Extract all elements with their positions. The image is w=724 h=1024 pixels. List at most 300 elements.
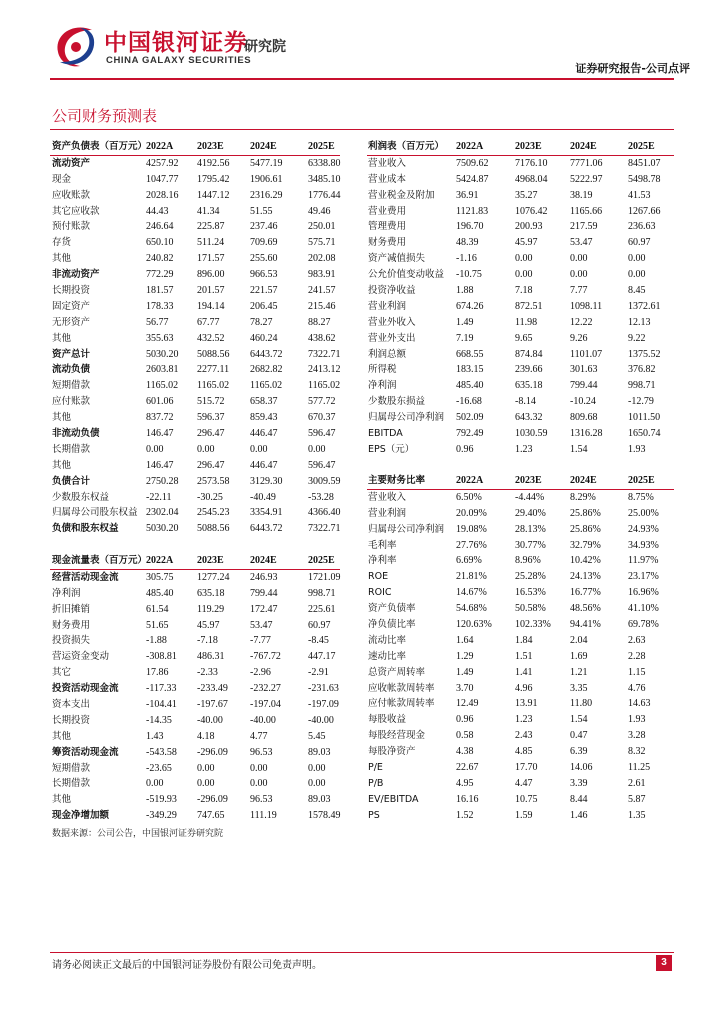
cell-value: 998.71 [628, 380, 656, 392]
cell-value: 0.00 [515, 269, 533, 281]
galaxy-logo-icon [52, 22, 100, 70]
cell-value: 202.08 [308, 253, 336, 265]
row-label: ROE [368, 571, 389, 583]
table-row [50, 697, 340, 713]
cell-value: 27.76% [456, 539, 487, 551]
table-row [50, 378, 340, 394]
cell-value: 486.31 [197, 651, 225, 663]
cell-value: 240.82 [146, 253, 174, 265]
row-label: 资产总计 [52, 348, 91, 360]
table-row [367, 649, 674, 665]
cell-value: 44.43 [146, 205, 169, 217]
cell-value: -14.35 [146, 714, 172, 726]
cell-value: 16.16 [456, 793, 479, 805]
cell-value: 4.18 [197, 730, 215, 742]
table-row [50, 219, 340, 235]
cell-value: 13.91 [515, 698, 538, 710]
cell-value: 6338.80 [308, 157, 341, 169]
cell-value: 255.60 [250, 253, 278, 265]
cell-value: 69.78% [628, 619, 659, 631]
cell-value: -8.45 [308, 635, 329, 647]
table-row [50, 474, 340, 490]
cell-value: 1316.28 [570, 428, 603, 440]
cell-value: -40.00 [250, 714, 276, 726]
table-row [367, 601, 674, 617]
table-row [367, 681, 674, 697]
cell-value: 446.47 [250, 459, 278, 471]
row-label: 短期借款 [52, 380, 91, 392]
cell-value: 1447.12 [197, 189, 230, 201]
row-label: 净利润 [368, 380, 397, 392]
column-header: 2022A [146, 555, 174, 566]
table-row [367, 267, 674, 283]
cell-value: -231.63 [308, 683, 339, 695]
cell-value: -10.75 [456, 269, 482, 281]
cell-value: 41.53 [628, 189, 651, 201]
table-row [367, 251, 674, 267]
cell-value: 0.96 [456, 714, 474, 726]
cell-value: 4.95 [456, 777, 474, 789]
cell-value: 48.56% [570, 603, 601, 615]
row-label: 应付帐款周转率 [368, 698, 435, 710]
row-label: 固定资产 [52, 300, 91, 312]
table-row [367, 204, 674, 220]
row-label: 其他 [52, 253, 72, 265]
column-header: 2022A [456, 475, 484, 486]
cell-value: 32.79% [570, 539, 601, 551]
table-row [50, 188, 340, 204]
cell-value: 25.28% [515, 571, 546, 583]
table-row [367, 760, 674, 776]
cell-value: -1.88 [146, 635, 167, 647]
cell-value: 225.87 [197, 221, 225, 233]
table-row [50, 729, 340, 745]
cell-value: 0.96 [456, 443, 474, 455]
cell-value: 1165.02 [146, 380, 179, 392]
table-title: 资产负债表（百万元） [52, 141, 148, 152]
cell-value: -104.41 [146, 699, 177, 711]
row-label: 资产减值损失 [368, 253, 426, 265]
row-label: 毛利率 [368, 539, 397, 551]
cell-value: 0.00 [146, 443, 164, 455]
cell-value: 3485.10 [308, 173, 341, 185]
cell-value: 120.63% [456, 619, 492, 631]
table-row [50, 235, 340, 251]
cell-value: 201.57 [197, 285, 225, 297]
cell-value: 9.26 [570, 332, 588, 344]
cell-value: 12.22 [570, 316, 593, 328]
row-label: 归属母公司净利润 [368, 412, 445, 424]
cell-value: 29.40% [515, 507, 546, 519]
table-row [367, 378, 674, 394]
cell-value: 1.49 [456, 666, 474, 678]
cell-value: 0.00 [197, 778, 215, 790]
row-label: EV/EBITDA [368, 793, 419, 805]
cell-value: 7.18 [515, 285, 533, 297]
cell-value: 2682.82 [250, 364, 283, 376]
cell-value: 1076.42 [515, 205, 548, 217]
column-header: 2023E [197, 141, 224, 152]
cell-value: 45.97 [197, 619, 220, 631]
table-row [50, 267, 340, 283]
cell-value: 51.65 [146, 619, 169, 631]
cell-value: 4192.56 [197, 157, 230, 169]
cell-value: 983.91 [308, 269, 336, 281]
cell-value: 7.77 [570, 285, 588, 297]
row-label: 长期借款 [52, 778, 91, 790]
cell-value: -543.58 [146, 746, 177, 758]
cell-value: -2.33 [197, 667, 218, 679]
row-label: 营业外支出 [368, 332, 416, 344]
cell-value: -2.96 [250, 667, 271, 679]
row-label: 其他 [52, 412, 72, 424]
cell-value: 1.46 [570, 809, 588, 821]
cell-value: 1.93 [628, 443, 646, 455]
row-label: 管理费用 [368, 221, 407, 233]
cell-value: 12.13 [628, 316, 651, 328]
cell-value: 241.57 [308, 285, 336, 297]
row-label: 每股收益 [368, 714, 407, 726]
cell-value: 4257.92 [146, 157, 179, 169]
cell-value: 438.62 [308, 332, 336, 344]
row-label: 营业费用 [368, 205, 407, 217]
cell-value: 67.77 [197, 316, 220, 328]
cell-value: 1776.44 [308, 189, 341, 201]
row-label: 总资产周转率 [368, 666, 426, 678]
table-row [367, 792, 674, 808]
cell-value: 0.00 [250, 762, 268, 774]
cell-value: 5.45 [308, 730, 326, 742]
table-header-row [367, 473, 674, 490]
cell-value: 5.87 [628, 793, 646, 805]
cell-value: 111.19 [250, 810, 277, 822]
table-header-row [367, 139, 674, 156]
cell-value: 96.53 [250, 794, 273, 806]
row-label: 所得税 [368, 364, 397, 376]
cell-value: 1165.02 [250, 380, 283, 392]
cell-value: -767.72 [250, 651, 281, 663]
cell-value: 5088.56 [197, 523, 230, 535]
cell-value: 1.29 [456, 650, 474, 662]
cell-value: 6.50% [456, 491, 482, 503]
cell-value: 485.40 [146, 587, 174, 599]
row-label: 折旧摊销 [52, 603, 91, 615]
table-row [367, 712, 674, 728]
row-label: 应收帐款周转率 [368, 682, 435, 694]
row-label: 非流动资产 [52, 269, 100, 281]
row-label: 财务费用 [368, 237, 407, 249]
cell-value: 14.63 [628, 698, 651, 710]
table-row [50, 156, 340, 172]
cell-value: 596.47 [308, 428, 336, 440]
cell-value: 1.23 [515, 443, 533, 455]
cell-value: 4.76 [628, 682, 646, 694]
cell-value: 5477.19 [250, 157, 283, 169]
table-row [50, 315, 340, 331]
cell-value: 237.46 [250, 221, 278, 233]
cell-value: 49.46 [308, 205, 331, 217]
cell-value: 28.13% [515, 523, 546, 535]
cell-value: 296.47 [197, 459, 225, 471]
table-row [367, 426, 674, 442]
cell-value: 146.47 [146, 459, 174, 471]
cell-value: 246.64 [146, 221, 174, 233]
table-row [367, 522, 674, 538]
cell-value: 206.45 [250, 300, 278, 312]
cell-value: 1047.77 [146, 173, 179, 185]
cell-value: 38.19 [570, 189, 593, 201]
row-label: 营业成本 [368, 173, 407, 185]
table-row [367, 569, 674, 585]
table-row [50, 204, 340, 220]
table-row [50, 761, 340, 777]
row-label: 短期借款 [52, 762, 91, 774]
cell-value: 215.46 [308, 300, 336, 312]
column-header: 2022A [146, 141, 174, 152]
page-number: 3 [656, 955, 672, 971]
cell-value: 25.00% [628, 507, 659, 519]
cell-value: 1277.24 [197, 571, 230, 583]
cell-value: 896.00 [197, 269, 225, 281]
cell-value: 181.57 [146, 285, 174, 297]
row-label: 流动比率 [368, 634, 407, 646]
row-label: ROIC [368, 587, 392, 599]
cell-value: 51.55 [250, 205, 273, 217]
cell-value: 650.10 [146, 237, 174, 249]
cell-value: 1.41 [515, 666, 533, 678]
table-row [367, 617, 674, 633]
cell-value: 0.00 [308, 778, 326, 790]
cell-value: 4.47 [515, 777, 533, 789]
row-label: 资本支出 [52, 699, 91, 711]
cell-value: 432.52 [197, 332, 225, 344]
row-label: 营业收入 [368, 491, 407, 503]
cell-value: 355.63 [146, 332, 174, 344]
row-label: 营业税金及附加 [368, 189, 435, 201]
cell-value: 20.09% [456, 507, 487, 519]
table-row [367, 235, 674, 251]
cell-value: 2316.29 [250, 189, 283, 201]
cell-value: 6.69% [456, 555, 482, 567]
row-label: 无形资产 [52, 316, 91, 328]
cell-value: 0.00 [308, 443, 326, 455]
cell-value: 3.70 [456, 682, 474, 694]
cell-value: 4.85 [515, 746, 533, 758]
cell-value: 674.26 [456, 300, 484, 312]
cell-value: 10.75 [515, 793, 538, 805]
cell-value: 9.22 [628, 332, 646, 344]
cell-value: 16.96% [628, 587, 659, 599]
column-header: 2025E [628, 475, 655, 486]
cell-value: -197.67 [197, 699, 228, 711]
cell-value: 16.77% [570, 587, 601, 599]
cell-value: 301.63 [570, 364, 598, 376]
cell-value: 837.72 [146, 412, 174, 424]
title-divider [50, 129, 674, 130]
cell-value: 119.29 [197, 603, 225, 615]
row-label: 负债和股东权益 [52, 523, 119, 535]
cell-value: 575.71 [308, 237, 336, 249]
cell-value: -4.44% [515, 491, 545, 503]
table-row [367, 490, 674, 506]
column-header: 2023E [197, 555, 224, 566]
cell-value: 1.51 [515, 650, 533, 662]
cell-value: 2.04 [570, 634, 588, 646]
cell-value: -23.65 [146, 762, 172, 774]
cell-value: 511.24 [197, 237, 225, 249]
cell-value: 8.96% [515, 555, 541, 567]
data-source-note: 数据来源：公司公告，中国银河证券研究院 [52, 829, 224, 839]
cell-value: 670.37 [308, 412, 336, 424]
cell-value: 8.45 [628, 285, 646, 297]
cell-value: 0.00 [570, 253, 588, 265]
cell-value: 23.17% [628, 571, 659, 583]
cell-value: 7322.71 [308, 348, 341, 360]
cell-value: 2277.11 [197, 364, 230, 376]
cell-value: 0.00 [628, 269, 646, 281]
table-row [367, 633, 674, 649]
cell-value: 643.32 [515, 412, 543, 424]
cell-value: 1.35 [628, 809, 646, 821]
cell-value: 50.58% [515, 603, 546, 615]
cell-value: 2.28 [628, 650, 646, 662]
cell-value: -2.91 [308, 667, 329, 679]
table-row [50, 776, 340, 792]
table-header-row [50, 553, 340, 570]
cell-value: -197.09 [308, 699, 339, 711]
cell-value: 8.32 [628, 746, 646, 758]
cell-value: 1.49 [456, 316, 474, 328]
table-row [50, 426, 340, 442]
table-row [367, 538, 674, 554]
cell-value: 7509.62 [456, 157, 489, 169]
table-row [50, 442, 340, 458]
cell-value: 1375.52 [628, 348, 661, 360]
cell-value: -308.81 [146, 651, 177, 663]
cell-value: 9.65 [515, 332, 533, 344]
table-row [367, 744, 674, 760]
table-row [367, 553, 674, 569]
cell-value: 14.06 [570, 762, 593, 774]
income-statement-table [367, 139, 674, 458]
row-label: 其他 [52, 332, 72, 344]
row-label: 其他 [52, 459, 72, 471]
cell-value: 3.35 [570, 682, 588, 694]
row-label: 投资净收益 [368, 285, 416, 297]
cell-value: 14.67% [456, 587, 487, 599]
column-header: 2025E [308, 141, 335, 152]
table-row [367, 506, 674, 522]
cell-value: 709.69 [250, 237, 278, 249]
row-label: 投资损失 [52, 635, 91, 647]
table-row [367, 394, 674, 410]
cell-value: 54.68% [456, 603, 487, 615]
cell-value: 217.59 [570, 221, 598, 233]
cell-value: 89.03 [308, 746, 331, 758]
cell-value: 792.49 [456, 428, 484, 440]
cell-value: 809.68 [570, 412, 598, 424]
cell-value: 1.52 [456, 809, 474, 821]
cell-value: 5498.78 [628, 173, 661, 185]
row-label: 资产负债率 [368, 603, 416, 615]
cell-value: 17.86 [146, 667, 169, 679]
table-row [367, 172, 674, 188]
cell-value: -296.09 [197, 746, 228, 758]
table-title: 主要财务比率 [368, 475, 426, 486]
table-row [367, 299, 674, 315]
cell-value: 1098.11 [570, 300, 603, 312]
cell-value: 0.00 [308, 762, 326, 774]
table-title: 利润表（百万元） [368, 141, 445, 152]
table-row [50, 331, 340, 347]
row-label: 流动负债 [52, 364, 91, 376]
cell-value: 236.63 [628, 221, 656, 233]
cell-value: -7.18 [197, 635, 218, 647]
table-row [50, 410, 340, 426]
cell-value: 61.54 [146, 603, 169, 615]
row-label: 净利率 [368, 555, 397, 567]
cell-value: 1165.02 [308, 380, 341, 392]
cell-value: 1267.66 [628, 205, 661, 217]
cell-value: 3.39 [570, 777, 588, 789]
cell-value: 194.14 [197, 300, 225, 312]
table-row [50, 665, 340, 681]
row-label: 应付账款 [52, 396, 91, 408]
cell-value: 78.27 [250, 316, 273, 328]
table-row [50, 347, 340, 363]
table-row [367, 315, 674, 331]
cell-value: 89.03 [308, 794, 331, 806]
cell-value: 1.84 [515, 634, 533, 646]
cell-value: 1.54 [570, 443, 588, 455]
cell-value: -233.49 [197, 683, 228, 695]
cell-value: 1.43 [146, 730, 164, 742]
cell-value: 171.57 [197, 253, 225, 265]
cell-value: 799.44 [250, 587, 278, 599]
table-row [50, 490, 340, 506]
row-label: 速动比率 [368, 650, 407, 662]
cell-value: 7322.71 [308, 523, 341, 535]
cell-value: 747.65 [197, 810, 225, 822]
row-label: 其它应收款 [52, 205, 100, 217]
logo-cn-text: 中国银河证券 [104, 30, 248, 56]
table-row [367, 362, 674, 378]
cell-value: -7.77 [250, 635, 271, 647]
cell-value: 96.53 [250, 746, 273, 758]
cell-value: 8.75% [628, 491, 654, 503]
cell-value: 60.97 [308, 619, 331, 631]
cell-value: 1578.49 [308, 810, 341, 822]
cell-value: 1.15 [628, 666, 646, 678]
report-type: 证券研究报告-公司点评 [575, 62, 690, 75]
table-row [50, 172, 340, 188]
table-row [50, 362, 340, 378]
cell-value: 6443.72 [250, 348, 283, 360]
cell-value: 1.69 [570, 650, 588, 662]
cell-value: 1011.50 [628, 412, 661, 424]
table-row [367, 728, 674, 744]
cell-value: 35.27 [515, 189, 538, 201]
cell-value: 1.88 [456, 285, 474, 297]
cell-value: 11.25 [628, 762, 651, 774]
table-row [367, 219, 674, 235]
table-row [50, 251, 340, 267]
cell-value: 88.27 [308, 316, 331, 328]
cell-value: 0.00 [570, 269, 588, 281]
cell-value: 2.63 [628, 634, 646, 646]
cell-value: 2545.23 [197, 507, 230, 519]
cell-value: 250.01 [308, 221, 336, 233]
